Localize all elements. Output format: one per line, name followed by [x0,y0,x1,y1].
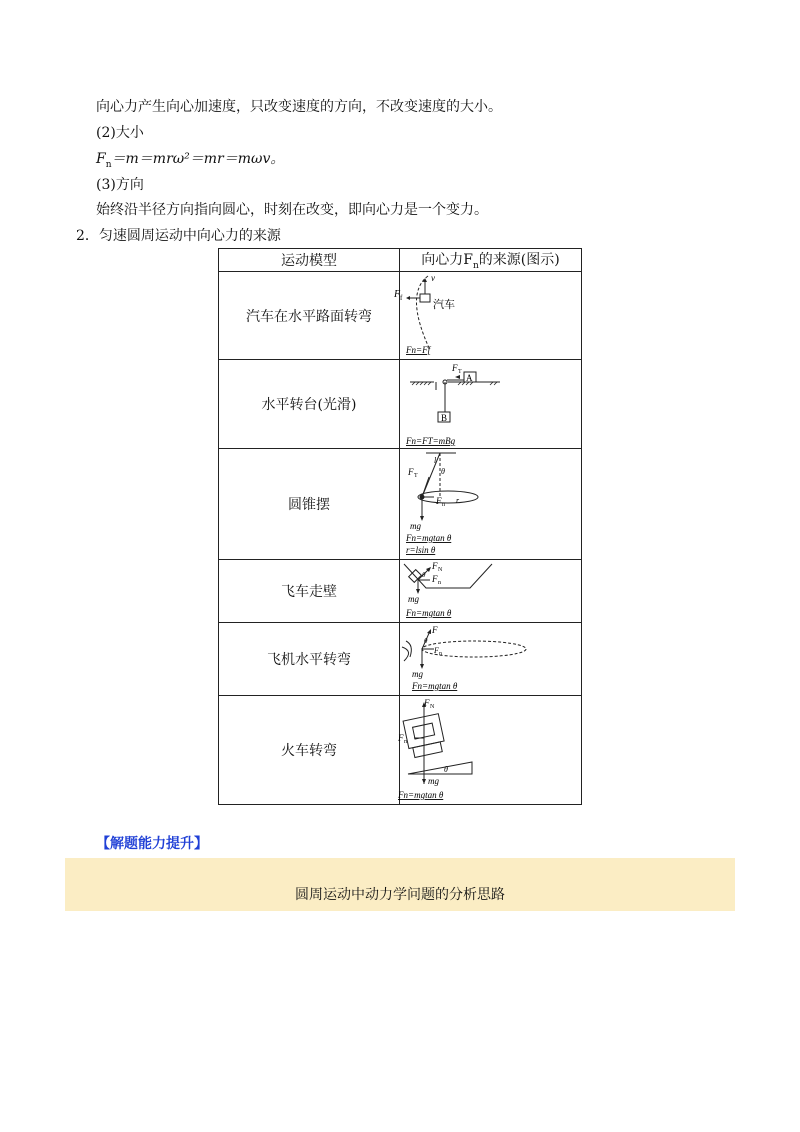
label-ft-sub: T [458,369,462,375]
model-name: 圆锥摆 [219,449,400,560]
figure-conical-pendulum [400,449,582,560]
airplane-diagram [400,623,581,695]
centripetal-source-table [218,248,582,805]
figure-car-turning [394,272,582,360]
figure-train-turning [400,696,582,805]
model-name: 飞车走壁 [219,560,400,623]
model-name: 飞机水平转弯 [219,623,400,696]
table-row [219,449,582,560]
formula-sub: n [105,159,112,170]
table-row [219,360,582,449]
label-ft: F [408,467,414,477]
equation-2: r=lsin θ [406,545,436,555]
label-fn-sub: n [442,502,445,508]
label-ff-sub: f [400,294,403,302]
banner-text: 圆周运动中动力学问题的分析思路 [295,887,505,903]
label-mg: mg [428,776,439,786]
label-fn-top: F [424,698,430,708]
label-mg: mg [408,594,419,604]
table-header-row [219,249,582,272]
label-b: B [441,413,448,423]
model-name: 水平转台(光滑) [219,360,400,449]
label-fn: F [434,646,439,655]
figure-wall-riding [400,560,582,623]
label-fn: F [398,733,404,743]
label-l: l [434,456,437,465]
header-source-f: 向心力F [421,252,473,269]
analysis-banner [65,858,735,911]
train-diagram [400,696,581,804]
label-ft: F [452,363,458,373]
wall-riding-diagram [400,560,581,622]
label-fn-sub: n [439,651,442,657]
equation: Fn=mgtan θ [406,608,452,618]
label-theta: θ [422,571,426,579]
label-theta: θ [424,637,428,645]
label-a: A [466,373,473,383]
header-source-tail: 的来源(图示) [478,252,560,269]
table-row [219,560,582,623]
label-fn: F [436,496,442,506]
label-theta: θ [444,765,448,774]
table-row [219,623,582,696]
label-fn-top-sub: N [430,704,435,710]
equation: Fn=mgtan θ [412,681,458,691]
paragraph-source-heading: 2．匀速圆周运动中向心力的来源 [76,228,281,244]
equation: Fn=mgtan θ [406,533,452,543]
turntable-diagram [400,360,581,448]
formula-rest: ＝m＝mrω²＝mr＝mωv。 [111,151,285,167]
pendulum-diagram [400,449,581,559]
header-source [400,249,582,272]
figure-turntable [400,360,582,449]
paragraph-direction-text: 始终沿半径方向指向圆心，时刻在改变，即向心力是一个变力。 [96,202,488,218]
paragraph-direction-heading: (3)方向 [96,177,144,193]
label-ff: F [394,289,401,300]
paragraph-magnitude-heading: (2)大小 [96,125,144,141]
label-ft-sub: T [414,473,418,479]
formula-f: F [96,151,106,167]
car-diagram [394,272,581,359]
equation: Fn=Ff [406,345,431,355]
label-fn-top: F [432,561,438,571]
table-row [219,696,582,805]
figure-airplane-turning [400,623,582,696]
label-fn: F [432,574,438,584]
label-mg: mg [410,521,421,531]
paragraph-magnitude-formula [96,148,284,170]
label-car: 汽车 [433,299,455,311]
label-f: F [432,625,438,635]
header-source-sub: n [472,260,479,271]
model-name: 火车转弯 [219,696,400,805]
label-v: v [431,273,435,283]
label-r: r [456,496,460,505]
paragraph-centripetal-effect: 向心力产生向心加速度，只改变速度的方向，不改变速度的大小。 [96,99,502,115]
label-fn-top-sub: N [438,567,443,573]
header-model: 运动模型 [219,249,400,272]
model-name: 汽车在水平路面转弯 [219,272,400,360]
label-mg: mg [412,669,423,679]
equation: Fn=FT=mBg [406,436,456,446]
label-theta: θ [441,467,445,476]
label-fn-sub: n [404,739,407,745]
section-title: 【解题能力提升】 [96,836,208,852]
label-fn-sub: n [438,580,441,586]
table-row [219,272,582,360]
equation: Fn=mgtan θ [398,790,444,800]
